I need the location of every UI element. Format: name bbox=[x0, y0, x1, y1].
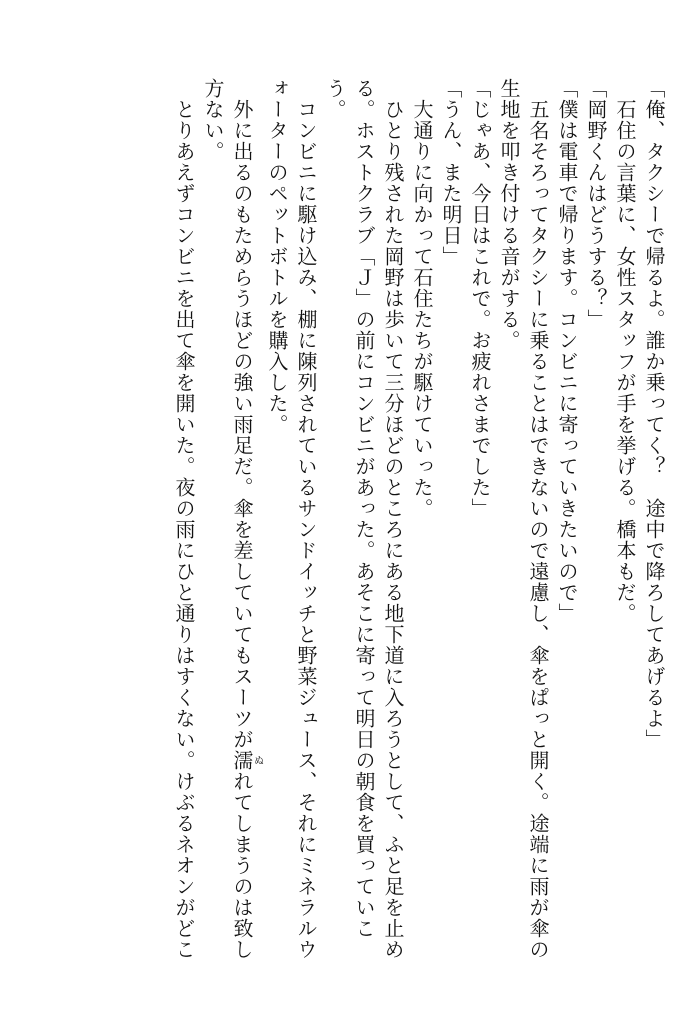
text-line-11: る。ホストクラブ「Ｊ」の前にコンビニがあった。あそこに寄って明日の朝食を買っていこ bbox=[352, 78, 376, 939]
text-line-5: 五名そろってタクシーに乗ることはできないので遠慮し、傘をぱっと開く。途端に雨が傘の bbox=[526, 78, 550, 960]
text-line-7: 「じゃあ、今日はこれで。お疲れさまでした」 bbox=[468, 78, 492, 519]
text-line-13: コンビニに駆け込み、棚に陳列されているサンドイッチと野菜ジュース、それにミネラルウ bbox=[294, 78, 318, 960]
text-line-14: ォーターのペットボトルを購入した。 bbox=[265, 78, 289, 435]
furigana-ruby bbox=[230, 750, 263, 771]
text-line-9: 大通りに向かって石住たちが駆けていった。 bbox=[410, 78, 434, 519]
text-line-3: 「岡野くんはどうする？」 bbox=[584, 78, 608, 330]
text-line-16: 方ない。 bbox=[201, 78, 225, 162]
ruby-base-text: 濡 bbox=[230, 750, 254, 771]
text-line-8: 「うん、また明日」 bbox=[439, 78, 463, 267]
text-line-6: 生地を叩き付ける音がする。 bbox=[497, 78, 521, 351]
text-line-17: とりあえずコンビニを出て傘を開いた。夜の雨にひと通りはすくない。けぶるネオンがどこ bbox=[172, 78, 196, 960]
line-15-after: れてしまうのは致し bbox=[230, 771, 254, 960]
text-line-10: ひとり残された岡野は歩いて三分ほどのところにある地下道に入ろうとして、ふと足を止め bbox=[381, 78, 405, 960]
vertical-text-block bbox=[28, 78, 668, 983]
text-line-15 bbox=[227, 78, 262, 983]
text-line-4: 「僕は電車で帰ります。コンビニに寄っていきたいので」 bbox=[555, 78, 579, 624]
line-15-before: 外に出るのもためらうほどの強い雨足だ。傘を差していてもスーツが bbox=[230, 78, 254, 750]
text-line-1: 「俺、タクシーで帰るよ。誰か乗ってく？ 途中で降ろしてあげるよ」 bbox=[642, 78, 666, 750]
text-line-12: う。 bbox=[323, 78, 347, 120]
ruby-reading: ぬ bbox=[251, 750, 263, 771]
text-line-2: 石住の言葉に、女性スタッフが手を挙げる。橋本もだ。 bbox=[613, 78, 637, 624]
